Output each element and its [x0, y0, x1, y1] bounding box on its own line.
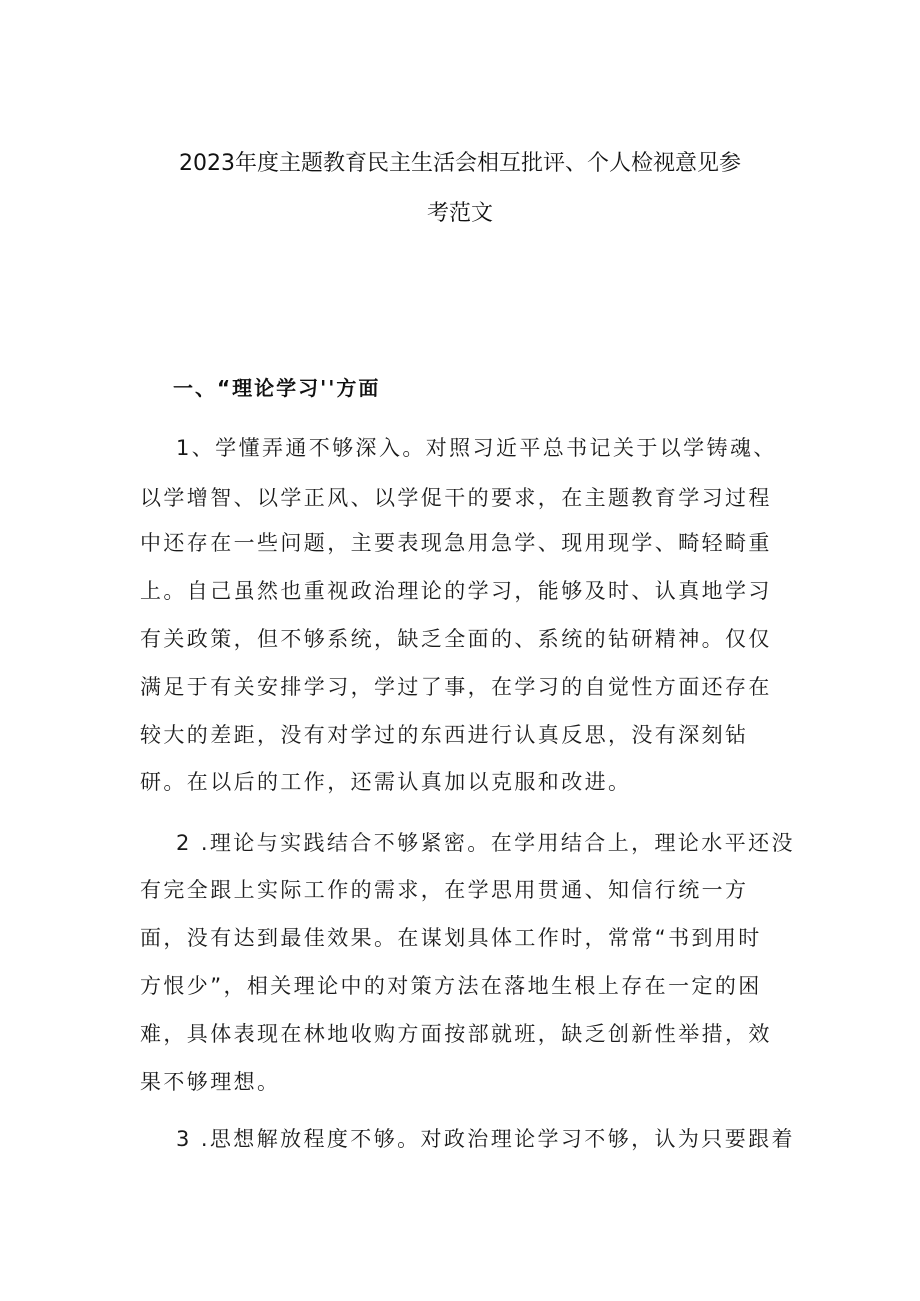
paragraph-1-line: 有关政策，但不够系统，缺乏全面的、系统的钻研精神。仅仅: [140, 627, 772, 651]
paragraph-3-line: 3 .思想解放程度不够。对政治理论学习不够，认为只要跟着: [176, 1127, 795, 1151]
section-heading: 一、“理论学习''方面: [173, 376, 381, 400]
paragraph-2-line: 方恨少”，相关理论中的对策方法在落地生根上存在一定的困: [140, 974, 762, 998]
paragraph-1-line: 中还存在一些问题，主要表现急用急学、现用现学、畸轻畸重: [140, 531, 772, 555]
paragraph-1-line: 以学增智、以学正风、以学促干的要求，在主题教育学习过程: [140, 486, 772, 510]
paragraph-2-line: 2 .理论与实践结合不够紧密。在学用结合上，理论水平还没: [176, 831, 795, 855]
paragraph-1-line: 上。自己虽然也重视政治理论的学习，能够及时、认真地学习: [140, 579, 772, 603]
paragraph-1-line: 满足于有关安排学习，学过了事，在学习的自觉性方面还存在: [140, 675, 772, 699]
paragraph-1-line: 较大的差距，没有对学过的东西进行认真反思，没有深刻钻: [140, 723, 749, 747]
paragraph-2-line: 难，具体表现在林地收购方面按部就班，缺乏创新性举措，效: [140, 1022, 772, 1046]
paragraph-2-line: 有完全跟上实际工作的需求，在学思用贯通、知信行统一方: [140, 878, 749, 902]
paragraph-1-line: 研。在以后的工作，还需认真加以克服和改进。: [140, 770, 632, 794]
document-title-line-2: 考范文: [426, 201, 493, 226]
paragraph-1-line: 1、学懂弄通不够深入。对照习近平总书记关于以学铸魂、: [176, 436, 777, 460]
paragraph-2-line: 面，没有达到最佳效果。在谋划具体工作时，常常“书到用时: [140, 926, 762, 950]
paragraph-2-line: 果不够理想。: [140, 1070, 281, 1094]
document-title-line-1: 2023年度主题教育民主生活会相互批评、个人检视意见参: [179, 151, 741, 176]
